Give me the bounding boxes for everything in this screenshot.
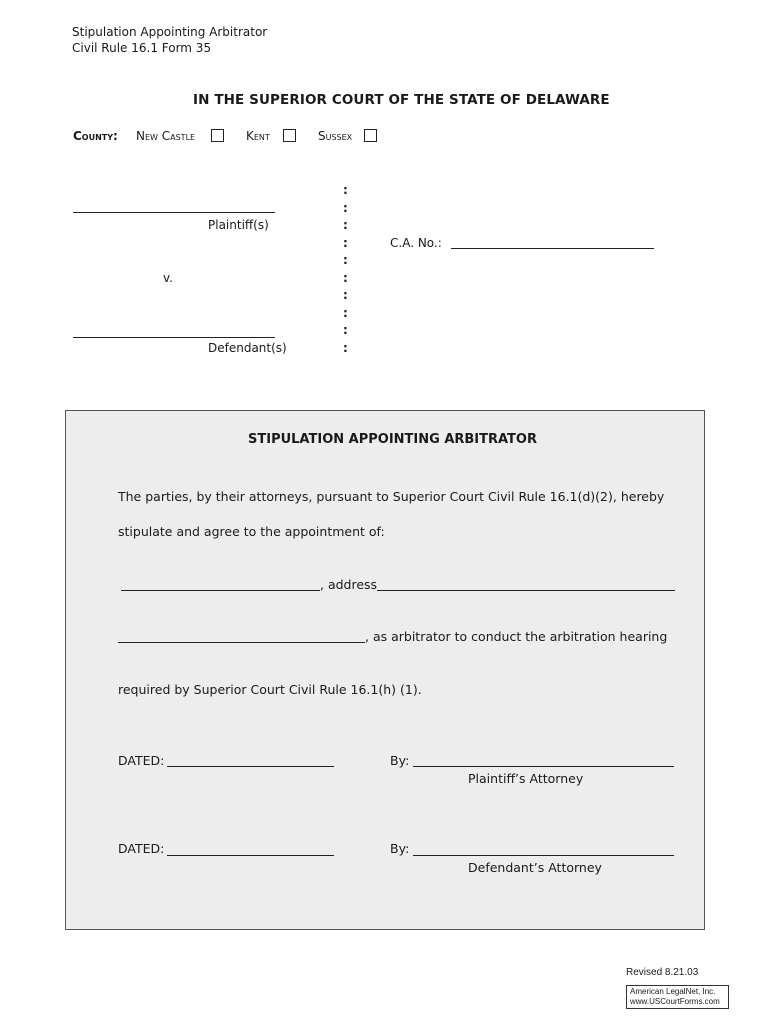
caption-colon-divider: : : : : : : : : : : — [343, 183, 348, 355]
county-option-sussex-label: Sussex — [318, 129, 353, 143]
publisher-box — [626, 985, 729, 1009]
county-option-new-castle-label: New Castle — [136, 129, 196, 143]
appointee-name-line[interactable] — [121, 590, 320, 591]
county-sussex-checkbox[interactable] — [364, 129, 377, 142]
arbitrator-name-line[interactable] — [118, 642, 365, 643]
county-kent-checkbox[interactable] — [283, 129, 296, 142]
plaintiff-name-line[interactable] — [73, 212, 275, 213]
address-line[interactable] — [377, 590, 675, 591]
revised-date: Revised 8.21.03 — [626, 967, 699, 978]
ca-number-label: C.A. No.: — [390, 236, 442, 250]
address-label: , address — [320, 577, 378, 592]
court-title: IN THE SUPERIOR COURT OF THE STATE OF DELAWARE — [193, 92, 610, 108]
defendant-date-line[interactable] — [167, 855, 334, 856]
defendant-label: Defendant(s) — [208, 341, 287, 355]
stipulation-title: STIPULATION APPOINTING ARBITRATOR — [248, 432, 537, 447]
defendant-attorney-label: Defendant’s Attorney — [468, 860, 602, 875]
defendant-dated-label: DATED: — [118, 841, 165, 856]
county-option-kent-label: Kent — [246, 129, 270, 143]
plaintiff-attorney-label: Plaintiff’s Attorney — [468, 771, 584, 786]
stipulation-paragraph-line-1: The parties, by their attorneys, pursuant to Superior Court Civil Rule 16.1(d)(2), hereby — [118, 489, 665, 504]
versus-label: v. — [163, 271, 173, 285]
publisher-name: American LegalNet, Inc. — [630, 987, 716, 996]
defendant-by-label: By: — [390, 841, 410, 856]
arbitrator-text: , as arbitrator to conduct the arbitration hearing — [365, 629, 668, 644]
plaintiff-by-label: By: — [390, 753, 410, 768]
required-rule-text: required by Superior Court Civil Rule 16.1(h) (1). — [118, 682, 422, 697]
stipulation-paragraph-line-2: stipulate and agree to the appointment of: — [118, 524, 385, 539]
plaintiff-date-line[interactable] — [167, 766, 334, 767]
defendant-attorney-signature-line[interactable] — [413, 855, 674, 856]
plaintiff-attorney-signature-line[interactable] — [413, 766, 674, 767]
county-label: County: — [73, 129, 118, 143]
plaintiff-label: Plaintiff(s) — [208, 218, 269, 232]
plaintiff-dated-label: DATED: — [118, 753, 165, 768]
form-title: Stipulation Appointing Arbitrator — [72, 25, 268, 39]
form-reference: Civil Rule 16.1 Form 35 — [72, 41, 212, 55]
publisher-website: www.USCourtForms.com — [630, 997, 720, 1006]
county-new-castle-checkbox[interactable] — [211, 129, 224, 142]
defendant-name-line[interactable] — [73, 337, 275, 338]
ca-number-line[interactable] — [451, 248, 654, 249]
